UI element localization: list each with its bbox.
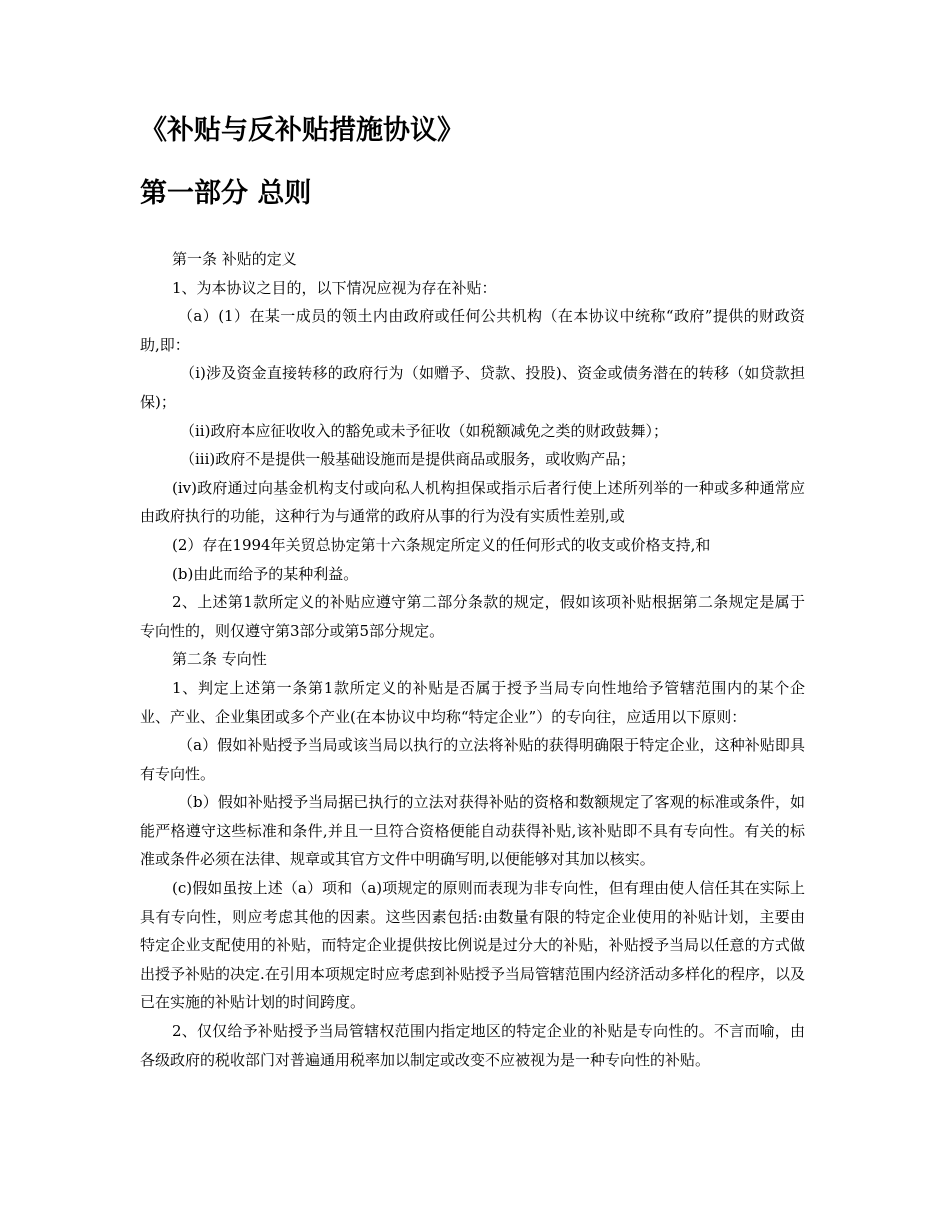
paragraph: （ii)政府本应征收收入的豁免或未予征收（如税额减免之类的财政鼓舞）； — [180, 421, 668, 440]
document-title: 《补贴与反补贴措施协议》 — [140, 115, 464, 146]
article-heading: 第一条 补贴的定义 — [172, 250, 297, 268]
paragraph: (c)假如虽按上述（a）项和（a)项规定的原则而表现为非专向性，但有理由使人信任其在实际上具有专向性，则应考虑其他的因素。这些因素包括:由数量有限的特定企业使用的补贴计划，主要由特定企业支配使用的补贴，而特定企业提供按比例说是过分大的补贴，补贴授予当局以任意的方式做出授予补贴的决定.在引用本项规定时应考虑到补贴授予当局管辖范围内经济活动多样化的程序，以及已在实施的补贴计划的时间跨度。 — [140, 879, 805, 1012]
paragraph: (2）存在1994年关贸总协定第十六条规定所定义的任何形式的收支或价格支持,和 — [172, 535, 711, 554]
paragraph: 1、判定上述第一条第1款所定义的补贴是否属于授予当局专向性地给予管辖范围内的某个企业、产业、企业集团或多个产业(在本协议中均称“特定企业”）的专向往，应适用以下原则： — [140, 678, 805, 726]
paragraph: （i)涉及资金直接转移的政府行为（如赠予、贷款、投股)、资金或债务潜在的转移（如贷款担保)； — [140, 364, 805, 411]
part-heading: 第一部分 总则 — [140, 178, 312, 209]
paragraph: 2、上述第1款所定义的补贴应遵守第二部分条款的规定，假如该项补贴根据第二条规定是属于专向性的，则仅遵守第3部分或第5部分规定。 — [140, 593, 805, 640]
paragraph: （iii)政府不是提供一般基础设施而是提供商品或服务，或收购产品； — [180, 450, 636, 469]
document-body — [140, 245, 805, 1074]
paragraph: 2、仅仅给予补贴授予当局管辖权范围内指定地区的特定企业的补贴是专向性的。不言而喻，由各级政府的税收部门对普遍通用税率加以制定或改变不应被视为是一种专向性的补贴。 — [140, 1022, 805, 1069]
paragraph: (b)由此而给予的某种利益。 — [172, 564, 359, 583]
paragraph: (iv)政府通过向基金机构支付或向私人机构担保或指示后者行使上述所列举的一种或多种通常应由政府执行的功能，这种行为与通常的政府从事的行为没有实质性差别,或 — [140, 478, 805, 526]
paragraph: （a）假如补贴授予当局或该当局以执行的立法将补贴的获得明确限于特定企业，这种补贴即具有专向性。 — [140, 736, 805, 783]
paragraph: （a）(1）在某一成员的领土内由政府或任何公共机构（在本协议中统称“政府”提供的财政资助,即： — [140, 307, 805, 354]
paragraph: 1、为本协议之目的，以下情况应视为存在补贴： — [172, 278, 497, 297]
paragraph: （b）假如补贴授予当局据已执行的立法对获得补贴的资格和数额规定了客观的标准或条件，如能严格遵守这些标准和条件,并且一旦符合资格便能自动获得补贴,该补贴即不具有专向性。有关的标准或条件必须在法律、规章或其官方文件中明确写明,以便能够对其加以核实。 — [140, 793, 805, 869]
article-heading: 第二条 专向性 — [172, 650, 267, 669]
